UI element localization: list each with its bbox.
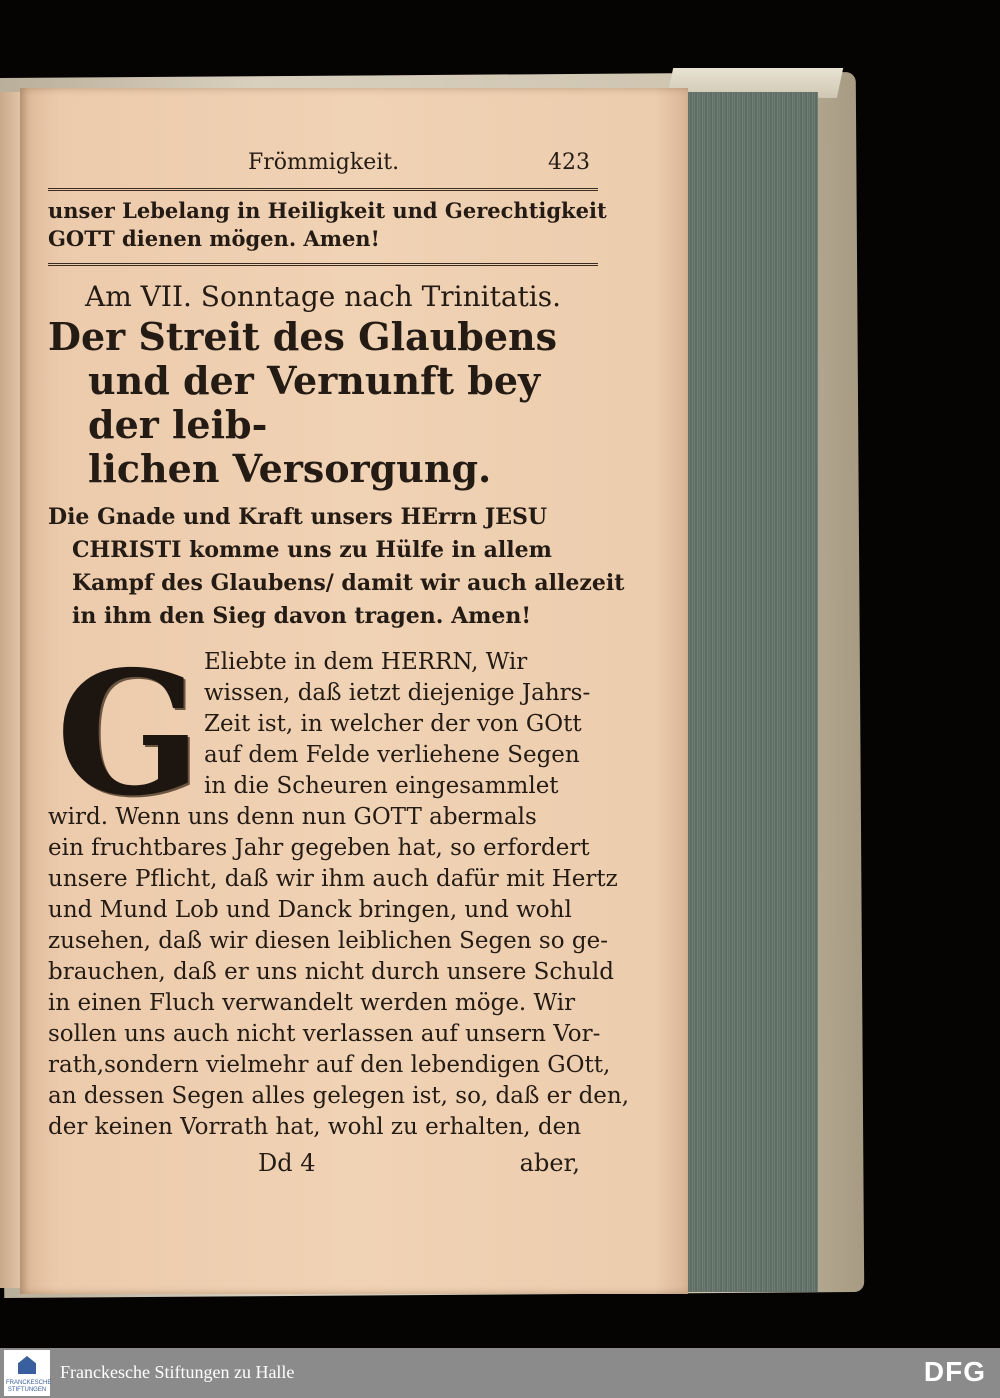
- running-head: Frömmigkeit.: [248, 150, 400, 175]
- body-line: unsere Pflicht, daß wir ihm auch dafür mit Hertz: [48, 866, 618, 892]
- prayer-line: CHRISTI komme uns zu Hülfe in allem: [72, 537, 552, 563]
- top-lines: [48, 197, 607, 253]
- body-line: ein fruchtbares Jahr gegeben hat, so erfordert: [48, 835, 590, 861]
- body-line: auf dem Felde verliehene Segen: [204, 742, 580, 768]
- opening-prayer: [48, 501, 625, 633]
- page-number: 423: [548, 150, 590, 175]
- section-rule: [48, 263, 598, 266]
- body-line: wissen, daß ietzt diejenige Jahrs-: [204, 680, 591, 706]
- body-line: und Mund Lob und Danck bringen, und wohl: [48, 897, 572, 923]
- page-block-edge: [676, 92, 818, 1292]
- body-line: in die Scheuren eingesammlet: [204, 773, 559, 799]
- catchword: aber,: [519, 1149, 580, 1177]
- body-line: wird. Wenn uns denn nun GOTT abermals: [48, 804, 537, 830]
- logo-text: FRANCKESCHE STIFTUNGEN: [6, 1380, 52, 1393]
- text-line: unser Lebelang in Heiligkeit und Gerechtigkeit: [48, 198, 607, 223]
- institution-name[interactable]: Franckesche Stiftungen zu Halle: [60, 1362, 295, 1382]
- title-line: Der Streit des Glaubens: [48, 314, 558, 359]
- body-line: sollen uns auch nicht verlassen auf unsern Vor-: [48, 1021, 601, 1047]
- institution-logo[interactable]: [4, 1350, 50, 1396]
- prayer-line: Kampf des Glaubens/ damit wir auch allezeit: [72, 570, 625, 596]
- body-line: zusehen, daß wir diesen leiblichen Segen so ge-: [48, 928, 608, 954]
- prayer-line: Die Gnade und Kraft unsers HErrn JESU: [48, 504, 548, 530]
- body-line: brauchen, daß er uns nicht durch unsere Schuld: [48, 959, 615, 985]
- facing-page-edge: [0, 92, 22, 1288]
- sermon-date: Am VII. Sonntage nach Trinitatis.: [84, 280, 562, 313]
- page-footer: [48, 1149, 598, 1177]
- decorated-initial: G: [56, 634, 202, 834]
- body-line: der keinen Vorrath hat, wohl zu erhalten, den: [48, 1114, 582, 1140]
- body-line: an dessen Segen alles gelegen ist, so, daß er den,: [48, 1083, 630, 1109]
- footer-bar: [0, 1348, 1000, 1398]
- signature-mark: Dd 4: [258, 1149, 316, 1177]
- prayer-line: in ihm den Sieg davon tragen. Amen!: [72, 603, 532, 629]
- body-line: in einen Fluch verwandelt werden möge. Wir: [48, 990, 576, 1016]
- body-line: Zeit ist, in welcher der von GOtt: [204, 711, 582, 737]
- title-line: und der Vernunft bey der leib-: [88, 358, 541, 447]
- body-text: [48, 634, 630, 1143]
- house-icon: [18, 1356, 36, 1374]
- dfg-logo[interactable]: DFG: [923, 1356, 986, 1387]
- page-text: [48, 150, 630, 1177]
- title-line: lichen Versorgung.: [88, 446, 492, 491]
- header-rule: [48, 188, 598, 191]
- sermon-title: [48, 315, 598, 491]
- body-line: rath,sondern vielmehr auf den lebendigen GOtt,: [48, 1052, 611, 1078]
- body-line: Eliebte in dem HERRN, Wir: [204, 649, 528, 675]
- running-header: [48, 150, 598, 184]
- text-line: GOTT dienen mögen. Amen!: [48, 226, 380, 251]
